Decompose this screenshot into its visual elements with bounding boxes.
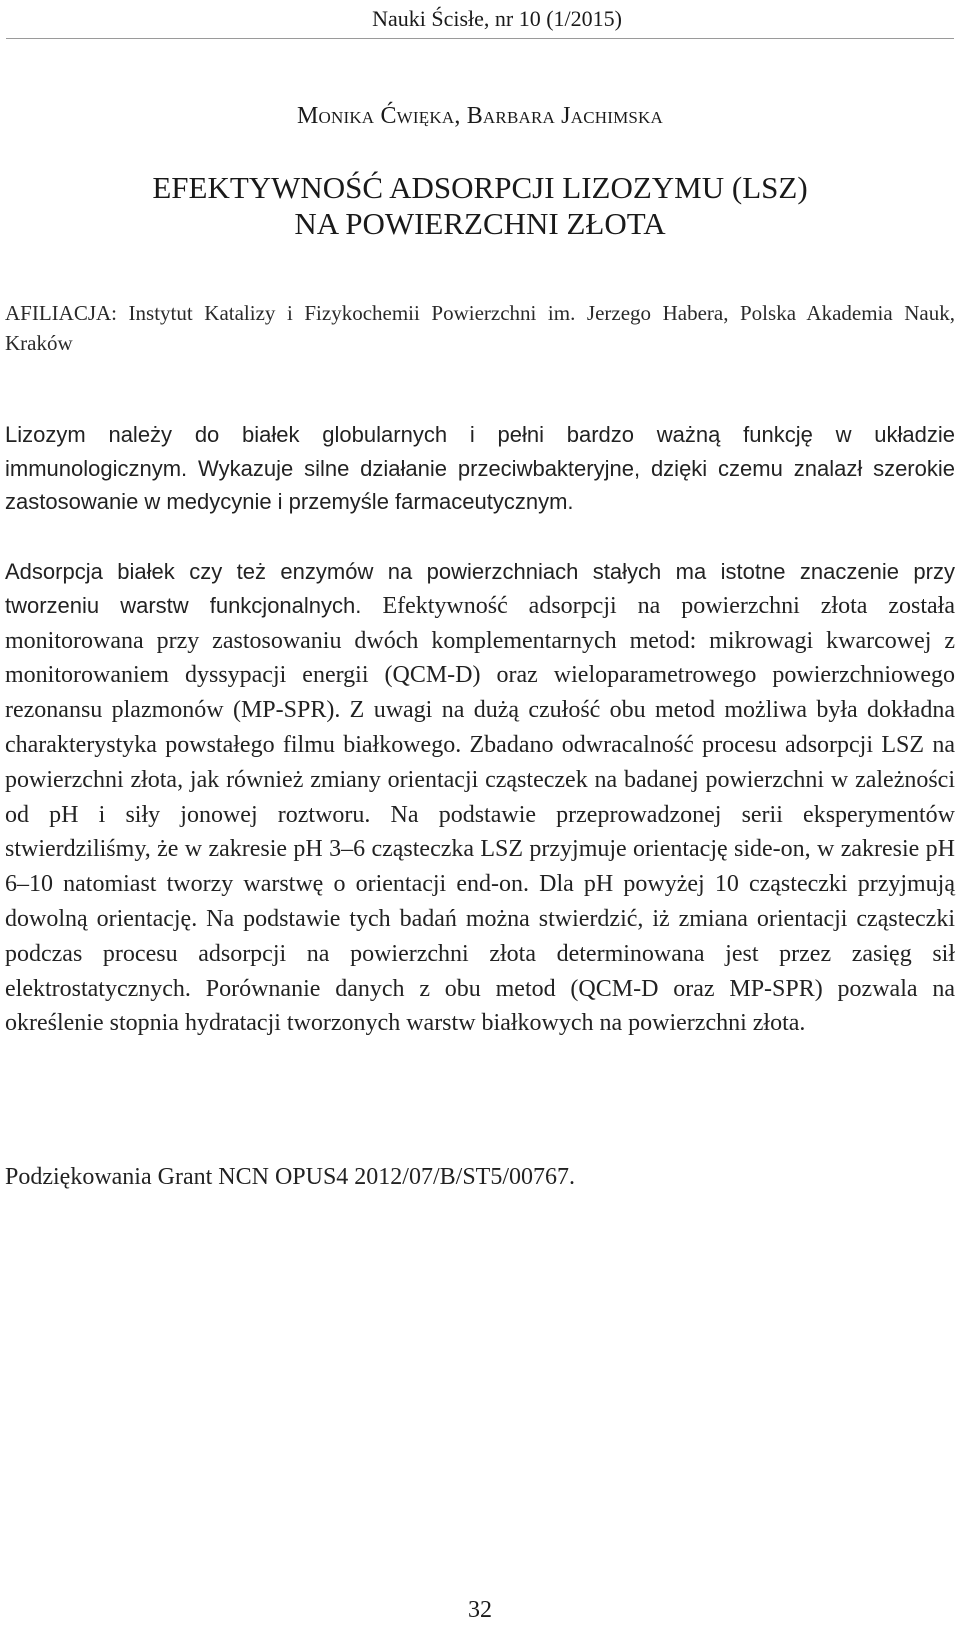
abstract-paragraph-2 — [5, 555, 955, 1041]
acknowledgment: Podziękowania Grant NCN OPUS4 2012/07/B/ST5/00767. — [5, 1164, 575, 1190]
running-header: Nauki Ścisłe, nr 10 (1/2015) — [372, 6, 622, 31]
author-affiliation: AFILIACJA: Instytut Katalizy i Fizykochemii Powierzchni im. Jerzego Habera, Polska Akademia Nauk, Kraków — [5, 301, 955, 355]
abstract-paragraph-2-body: Efektywność adsorpcji na powierzchni złota została monitorowana przy zastosowaniu dwóch komplementarnych metod: mikrowagi kwarcowej z monitorowaniem dyssypacji energii (QCM-D) oraz wieloparametrowego powierzchniowego rezonansu plazmonów (MP-SPR). Z uwagi na dużą czułość obu metod możliwa była dokładna charakterystyka powstałego filmu białkowego. Zbadano odwracalność procesu adsorpcji LSZ na powierzchni złota, jak również zmiany orientacji cząsteczek na badanej powierzchni w zależności od pH i siły jonowej roztworu. Na podstawie przeprowadzonej serii eksperymentów stwierdziliśmy, że w zakresie pH 3–6 cząsteczka LSZ przyjmuje orientację side-on, w zakresie pH 6–10 natomiast tworzy warstwę o orientacji end-on. Dla pH powyżej 10 cząsteczki przyjmują dowolną orientację. Na podstawie tych badań można stwierdzić, iż zmiana orientacji cząsteczki podczas procesu adsorpcji na powierzchni złota determinowana jest przez zasięg sił elektrostatycznych. Porównanie danych z obu metod (QCM-D oraz MP-SPR) pozwala na określenie stopnia hydratacji tworzonych warstw białkowych na powierzchni złota. — [5, 592, 955, 1037]
header-divider — [6, 38, 954, 39]
page-number: 32 — [468, 1597, 492, 1623]
article-authors: Monika Ćwięka, Barbara Jachimska — [296, 103, 664, 129]
article-title-line-1: EFEKTYWNOŚĆ ADSORPCJI LIZOZYMU (LSZ) — [152, 170, 808, 205]
abstract-paragraph-1: Lizozym należy do białek globularnych i pełni bardzo ważną funkcję w układzie immunologicznym. Wykazuje silne działanie przeciwbakteryjne, dzięki czemu znalazł szerokie zastosowanie w medycynie i przemyśle farmaceutycznym. — [5, 422, 955, 514]
article-title — [0, 170, 960, 242]
article-title-line-2: NA POWIERZCHNI ZŁOTA — [294, 206, 666, 241]
abstract-paragraph-2-intro: Adsorpcja białek czy też enzymów na powierzchniach stałych ma istotne znaczenie przy tworzeniu warstw funkcjonalnych. — [5, 559, 955, 618]
